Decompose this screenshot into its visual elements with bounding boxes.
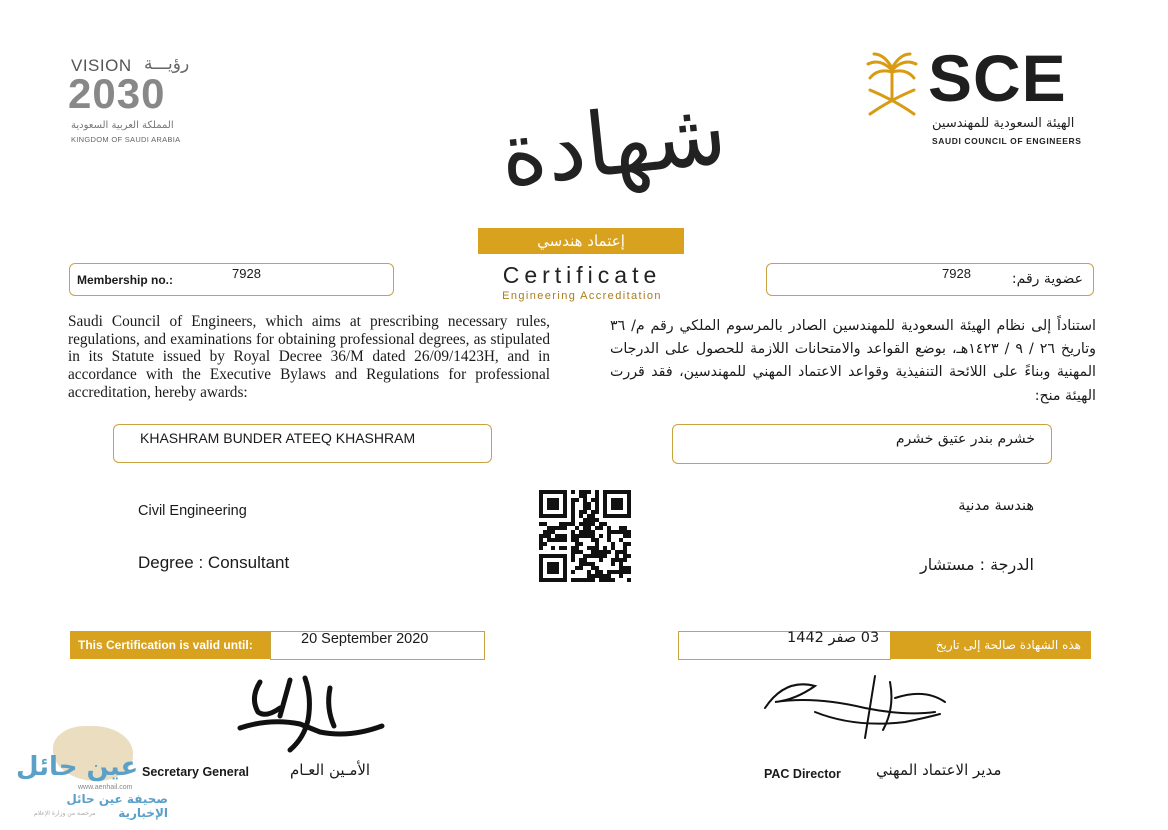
specialty-en: Civil Engineering	[138, 503, 247, 519]
recipient-name-ar: خشرم بندر عتيق خشرم	[895, 431, 1035, 447]
membership-label-ar: عضوية رقم:	[1011, 271, 1083, 287]
pac-director-signature	[755, 668, 950, 743]
vision-word: VISION	[71, 56, 132, 75]
vision-word-ar: رؤيـــة	[144, 54, 190, 74]
palm-swords-icon	[862, 50, 922, 116]
award-paragraph-en: Saudi Council of Engineers, which aims at prescribing necessary rules, regulations, and examinations for obtaining professional degrees, as stipulated in its Statute issued by Royal Decree 36/M dated 26/09/1423H, and in accordance with the Executive Bylaws and Regulations for professional accreditation, hereby awards:	[68, 313, 550, 401]
pac-director-title-en: PAC Director	[764, 767, 841, 781]
sce-logo	[862, 41, 1102, 154]
watermark-note-ar: مرخصة من وزارة الإعلام	[34, 810, 96, 817]
validity-box-en	[270, 631, 485, 660]
membership-box-ar	[766, 263, 1094, 296]
sce-letters: SCE	[928, 41, 1067, 115]
watermark-url: www.aenhail.com	[78, 784, 133, 791]
membership-box-en	[69, 263, 394, 296]
qr-code-icon	[539, 490, 631, 582]
certificate-title-en: Certificate	[502, 262, 662, 288]
secretary-signature	[230, 668, 400, 760]
degree-ar: الدرجة : مستشار	[919, 555, 1034, 574]
kingdom-name-en: KINGDOM OF SAUDI ARABIA	[71, 135, 181, 144]
recipient-name-box-ar	[672, 424, 1052, 464]
kingdom-name-ar: المملكة العربية السعودية	[71, 120, 174, 131]
membership-label-en: Membership no.:	[77, 273, 174, 287]
secretary-general-title-ar: الأمـين العـام	[290, 761, 371, 779]
watermark-logo	[8, 722, 168, 822]
recipient-name-box-en	[113, 424, 492, 463]
specialty-ar: هندسة مدنية	[958, 498, 1034, 514]
watermark-name-ar: عين حائل	[16, 752, 139, 782]
award-paragraph-ar: استناداً إلى نظام الهيئة السعودية للمهندسين الصادر بالمرسوم الملكي رقم م/ ٣٦ وتاريخ ٢٦ / ٩ / ١٤٢٣هـ، بوضع القواعد والامتحانات اللازمة للحصول على الدرجات المهنية وبناءً على اللائحة التنفيذية وقواعد الاعتماد المهني للمهندسين، فقد قررت الهيئة منح:	[610, 318, 1096, 404]
membership-value-ar: 7928	[942, 266, 971, 281]
vision-year: 2030	[68, 70, 166, 117]
validity-date-en: 20 September 2020	[301, 631, 429, 647]
accreditation-band-ar: إعتماد هندسي	[478, 228, 684, 254]
recipient-name-en: KHASHRAM BUNDER ATEEQ KHASHRAM	[140, 430, 416, 446]
membership-value-en: 7928	[232, 266, 261, 281]
watermark-paper-ar: صحيفة عين حائل الإخبارية	[66, 792, 168, 820]
degree-en: Degree : Consultant	[138, 553, 290, 572]
validity-label-en: This Certification is valid until:	[70, 631, 270, 659]
sce-name-ar: الهيئة السعودية للمهندسين	[932, 116, 1075, 131]
certificate-title-ar: شهادة	[495, 80, 732, 207]
vision-2030-logo	[66, 52, 206, 147]
pac-director-title-ar: مدير الاعتماد المهني	[876, 761, 1002, 779]
validity-date-ar: 03 صفر 1442	[787, 630, 880, 646]
validity-box-ar	[678, 631, 891, 660]
validity-label-ar: هذه الشهادة صالحة إلى تاريخ	[890, 631, 1091, 659]
certificate-subtitle-en: Engineering Accreditation	[502, 290, 662, 302]
sce-name-en: SAUDI COUNCIL OF ENGINEERS	[932, 136, 1082, 146]
secretary-general-title-en: Secretary General	[142, 765, 250, 779]
